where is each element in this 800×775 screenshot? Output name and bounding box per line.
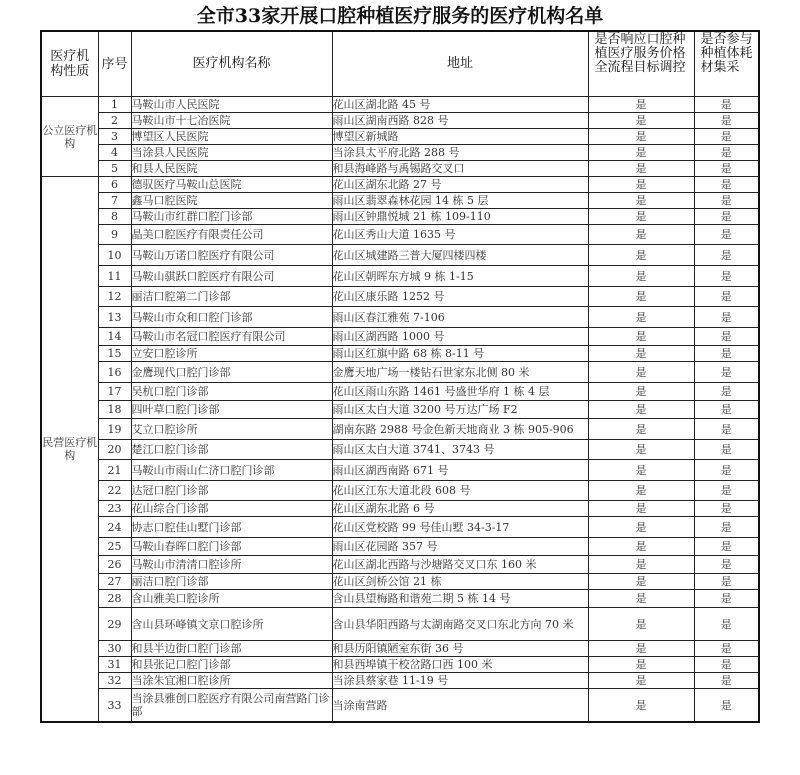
cell-address: 博望区新城路 [332, 129, 588, 145]
header-price-control: 是否响应口腔种植医疗服务价格全流程目标调控 [588, 31, 694, 97]
cell-serial-number: 12 [98, 287, 131, 307]
cell-address: 花山区城建路三普大厦四楼四楼 [332, 245, 588, 266]
cell-address: 雨山区花园路 357 号 [332, 538, 588, 556]
cell-institution-name: 和县半边街口腔门诊部 [131, 641, 332, 657]
cell-address: 花山区湖北西路与沙塘路交叉口东 160 米 [332, 556, 588, 574]
cell-implant-procurement: 是 [694, 245, 759, 266]
cell-serial-number: 6 [98, 177, 131, 193]
cell-implant-procurement: 是 [694, 209, 759, 225]
cell-address: 和县海峰路与禹锡路交叉口 [332, 161, 588, 177]
cell-price-control: 是 [588, 346, 694, 362]
header-implant-procurement: 是否参与种植体耗材集采 [694, 31, 759, 97]
cell-serial-number: 14 [98, 328, 131, 346]
cell-address: 和县历阳镇陋室东街 36 号 [332, 641, 588, 657]
cell-serial-number: 30 [98, 641, 131, 657]
cell-institution-name: 当涂县人民医院 [131, 145, 332, 161]
table-row [41, 460, 759, 481]
cell-price-control: 是 [588, 673, 694, 689]
table-row [41, 440, 759, 460]
cell-address: 雨山区湖西南路 671 号 [332, 460, 588, 481]
cell-address: 当涂南营路 [332, 689, 588, 723]
cell-implant-procurement: 是 [694, 161, 759, 177]
cell-address: 和县西埠镇干校岔路口西 100 米 [332, 657, 588, 673]
cell-price-control: 是 [588, 145, 694, 161]
cell-institution-name: 马鞍山市众和口腔门诊部 [131, 307, 332, 328]
cell-serial-number: 9 [98, 225, 131, 245]
cell-institution-name: 当涂县雅创口腔医疗有限公司南营路门诊部 [131, 689, 332, 723]
cell-address: 花山区党校路 99 号佳山墅 34-3-17 [332, 517, 588, 538]
cell-serial-number: 28 [98, 590, 131, 608]
cell-price-control: 是 [588, 328, 694, 346]
cell-serial-number: 27 [98, 574, 131, 590]
cell-implant-procurement: 是 [694, 328, 759, 346]
cell-implant-procurement: 是 [694, 346, 759, 362]
table-row [41, 161, 759, 177]
cell-price-control: 是 [588, 538, 694, 556]
cell-serial-number: 4 [98, 145, 131, 161]
table-row [41, 538, 759, 556]
cell-serial-number: 2 [98, 113, 131, 129]
cell-price-control: 是 [588, 225, 694, 245]
cell-price-control: 是 [588, 419, 694, 440]
cell-price-control: 是 [588, 113, 694, 129]
cell-address: 花山区湖东北路 27 号 [332, 177, 588, 193]
cell-implant-procurement: 是 [694, 590, 759, 608]
table-row [41, 225, 759, 245]
cell-price-control: 是 [588, 129, 694, 145]
cell-implant-procurement: 是 [694, 113, 759, 129]
cell-price-control: 是 [588, 440, 694, 460]
cell-institution-name: 和县张记口腔门诊部 [131, 657, 332, 673]
cell-institution-name: 马鞍山春晖口腔门诊部 [131, 538, 332, 556]
cell-implant-procurement: 是 [694, 440, 759, 460]
table-row [41, 608, 759, 641]
cell-serial-number: 10 [98, 245, 131, 266]
cell-price-control: 是 [588, 501, 694, 517]
cell-price-control: 是 [588, 608, 694, 641]
cell-institution-name: 丽洁口腔门诊部 [131, 574, 332, 590]
cell-serial-number: 22 [98, 481, 131, 501]
cell-price-control: 是 [588, 193, 694, 209]
cell-price-control: 是 [588, 161, 694, 177]
cell-implant-procurement: 是 [694, 501, 759, 517]
cell-address: 雨山区翡翠森林花园 14 栋 5 层 [332, 193, 588, 209]
cell-implant-procurement: 是 [694, 145, 759, 161]
table-row [41, 266, 759, 287]
cell-institution-name: 吴杭口腔门诊部 [131, 383, 332, 401]
cell-institution-name: 达冠口腔门诊部 [131, 481, 332, 501]
cell-institution-name: 含山雅美口腔诊所 [131, 590, 332, 608]
cell-institution-name: 艾立口腔诊所 [131, 419, 332, 440]
cell-institution-name: 协志口腔佳山墅门诊部 [131, 517, 332, 538]
group-label-private: 民营医疗机构 [41, 177, 98, 723]
cell-address: 雨山区湖西路 1000 号 [332, 328, 588, 346]
cell-institution-name: 马鞍山市清清口腔诊所 [131, 556, 332, 574]
table-row [41, 209, 759, 225]
cell-implant-procurement: 是 [694, 641, 759, 657]
cell-implant-procurement: 是 [694, 538, 759, 556]
table-row [41, 501, 759, 517]
table-row [41, 113, 759, 129]
cell-serial-number: 1 [98, 97, 131, 113]
header-serial-number: 序号 [98, 31, 131, 97]
table-row [41, 641, 759, 657]
cell-implant-procurement: 是 [694, 383, 759, 401]
table-row [41, 481, 759, 501]
cell-implant-procurement: 是 [694, 673, 759, 689]
cell-implant-procurement: 是 [694, 608, 759, 641]
table-row [41, 177, 759, 193]
cell-implant-procurement: 是 [694, 556, 759, 574]
table-row [41, 307, 759, 328]
cell-price-control: 是 [588, 657, 694, 673]
cell-institution-name: 立安口腔诊所 [131, 346, 332, 362]
cell-institution-name: 鑫马口腔医院 [131, 193, 332, 209]
document-title: 全市33家开展口腔种植医疗服务的医疗机构名单 [196, 5, 604, 27]
cell-address: 花山区康乐路 1252 号 [332, 287, 588, 307]
cell-implant-procurement: 是 [694, 517, 759, 538]
cell-serial-number: 5 [98, 161, 131, 177]
table-row [41, 419, 759, 440]
cell-price-control: 是 [588, 177, 694, 193]
cell-serial-number: 25 [98, 538, 131, 556]
cell-price-control: 是 [588, 97, 694, 113]
table-row [41, 689, 759, 723]
cell-institution-name: 丽洁口腔第二门诊部 [131, 287, 332, 307]
cell-implant-procurement: 是 [694, 266, 759, 287]
cell-implant-procurement: 是 [694, 193, 759, 209]
header-institution-name: 医疗机构名称 [131, 31, 332, 97]
cell-implant-procurement: 是 [694, 401, 759, 419]
cell-institution-name: 含山县环峰镇文京口腔诊所 [131, 608, 332, 641]
cell-address: 雨山区春江雅苑 7-106 [332, 307, 588, 328]
cell-price-control: 是 [588, 574, 694, 590]
cell-implant-procurement: 是 [694, 419, 759, 440]
cell-serial-number: 16 [98, 362, 131, 383]
cell-institution-name: 马鞍山市十七冶医院 [131, 113, 332, 129]
cell-address: 花山区湖北路 45 号 [332, 97, 588, 113]
cell-institution-name: 马鞍山万诺口腔医疗有限公司 [131, 245, 332, 266]
cell-price-control: 是 [588, 460, 694, 481]
cell-address: 雨山区湖南西路 828 号 [332, 113, 588, 129]
cell-serial-number: 18 [98, 401, 131, 419]
cell-serial-number: 17 [98, 383, 131, 401]
cell-serial-number: 26 [98, 556, 131, 574]
cell-price-control: 是 [588, 266, 694, 287]
cell-price-control: 是 [588, 209, 694, 225]
cell-address: 花山区雨山东路 1461 号盛世华府 1 栋 4 层 [332, 383, 588, 401]
cell-address: 雨山区红旗中路 68 栋 8-11 号 [332, 346, 588, 362]
cell-institution-name: 博望区人民医院 [131, 129, 332, 145]
table-row [41, 556, 759, 574]
cell-address: 当涂县太平府北路 288 号 [332, 145, 588, 161]
cell-implant-procurement: 是 [694, 225, 759, 245]
cell-institution-name: 马鞍山骐跃口腔医疗有限公司 [131, 266, 332, 287]
cell-address: 金鹰天地广场一楼钻石世家东北侧 80 米 [332, 362, 588, 383]
table-row [41, 245, 759, 266]
cell-price-control: 是 [588, 689, 694, 723]
table-row [41, 574, 759, 590]
table-row [41, 657, 759, 673]
cell-institution-name: 马鞍山市名冠口腔医疗有限公司 [131, 328, 332, 346]
cell-address: 当涂县蔡家巷 11-19 号 [332, 673, 588, 689]
cell-institution-name: 花山综合门诊部 [131, 501, 332, 517]
cell-institution-name: 马鞍山市红群口腔门诊部 [131, 209, 332, 225]
cell-price-control: 是 [588, 481, 694, 501]
table-row [41, 517, 759, 538]
cell-implant-procurement: 是 [694, 97, 759, 113]
cell-implant-procurement: 是 [694, 481, 759, 501]
table-row [41, 383, 759, 401]
cell-implant-procurement: 是 [694, 689, 759, 723]
cell-serial-number: 33 [98, 689, 131, 723]
cell-serial-number: 15 [98, 346, 131, 362]
cell-serial-number: 13 [98, 307, 131, 328]
cell-institution-name: 马鞍山市人民医院 [131, 97, 332, 113]
cell-price-control: 是 [588, 362, 694, 383]
cell-address: 花山区朝晖东方城 9 栋 1-15 [332, 266, 588, 287]
header-address: 地址 [332, 31, 588, 97]
cell-serial-number: 23 [98, 501, 131, 517]
cell-serial-number: 31 [98, 657, 131, 673]
cell-institution-name: 楚江口腔门诊部 [131, 440, 332, 460]
cell-institution-name: 马鞍山市雨山仁济口腔门诊部 [131, 460, 332, 481]
table-row [41, 97, 759, 113]
cell-implant-procurement: 是 [694, 307, 759, 328]
table-row [41, 673, 759, 689]
cell-serial-number: 7 [98, 193, 131, 209]
cell-implant-procurement: 是 [694, 460, 759, 481]
cell-address: 花山区秀山大道 1635 号 [332, 225, 588, 245]
cell-price-control: 是 [588, 517, 694, 538]
cell-institution-name: 金鹰现代口腔门诊部 [131, 362, 332, 383]
cell-serial-number: 32 [98, 673, 131, 689]
cell-serial-number: 3 [98, 129, 131, 145]
table-row [41, 362, 759, 383]
cell-implant-procurement: 是 [694, 129, 759, 145]
cell-implant-procurement: 是 [694, 362, 759, 383]
cell-serial-number: 24 [98, 517, 131, 538]
cell-serial-number: 20 [98, 440, 131, 460]
cell-serial-number: 29 [98, 608, 131, 641]
cell-implant-procurement: 是 [694, 177, 759, 193]
cell-address: 含山县望梅路和谐苑二期 5 栋 14 号 [332, 590, 588, 608]
cell-address: 含山县华阳西路与太湖南路交叉口东北方向 70 米 [332, 608, 588, 641]
table-row [41, 401, 759, 419]
cell-price-control: 是 [588, 641, 694, 657]
table-row [41, 129, 759, 145]
cell-serial-number: 8 [98, 209, 131, 225]
cell-institution-name: 四叶草口腔门诊部 [131, 401, 332, 419]
cell-implant-procurement: 是 [694, 657, 759, 673]
cell-institution-name: 德驭医疗马鞍山总医院 [131, 177, 332, 193]
cell-institution-name: 晶美口腔医疗有限责任公司 [131, 225, 332, 245]
cell-address: 雨山区太白大道 3200 号万达广场 F2 [332, 401, 588, 419]
table-row [41, 287, 759, 307]
cell-institution-name: 和县人民医院 [131, 161, 332, 177]
cell-price-control: 是 [588, 590, 694, 608]
cell-price-control: 是 [588, 287, 694, 307]
cell-implant-procurement: 是 [694, 574, 759, 590]
cell-price-control: 是 [588, 307, 694, 328]
table-row [41, 145, 759, 161]
cell-price-control: 是 [588, 401, 694, 419]
cell-address: 花山区湖东北路 6 号 [332, 501, 588, 517]
table-row [41, 346, 759, 362]
cell-serial-number: 19 [98, 419, 131, 440]
cell-address: 花山区剑桥公馆 21 栋 [332, 574, 588, 590]
table-row [41, 193, 759, 209]
cell-address: 雨山区钟鼎悦城 21 栋 109-110 [332, 209, 588, 225]
cell-serial-number: 11 [98, 266, 131, 287]
group-label-public: 公立医疗机构 [41, 97, 98, 177]
header-institution-type: 医疗机构性质 [41, 31, 98, 97]
institution-table [40, 30, 760, 723]
table-header-row [41, 31, 759, 97]
table-row [41, 590, 759, 608]
cell-institution-name: 当涂朱宜湘口腔诊所 [131, 673, 332, 689]
cell-price-control: 是 [588, 556, 694, 574]
cell-address: 雨山区太白大道 3741、3743 号 [332, 440, 588, 460]
cell-price-control: 是 [588, 245, 694, 266]
cell-price-control: 是 [588, 383, 694, 401]
cell-address: 湖南东路 2988 号金色新天地商业 3 栋 905-906 [332, 419, 588, 440]
table-row [41, 328, 759, 346]
cell-address: 花山区江东大道北段 608 号 [332, 481, 588, 501]
cell-serial-number: 21 [98, 460, 131, 481]
cell-implant-procurement: 是 [694, 287, 759, 307]
